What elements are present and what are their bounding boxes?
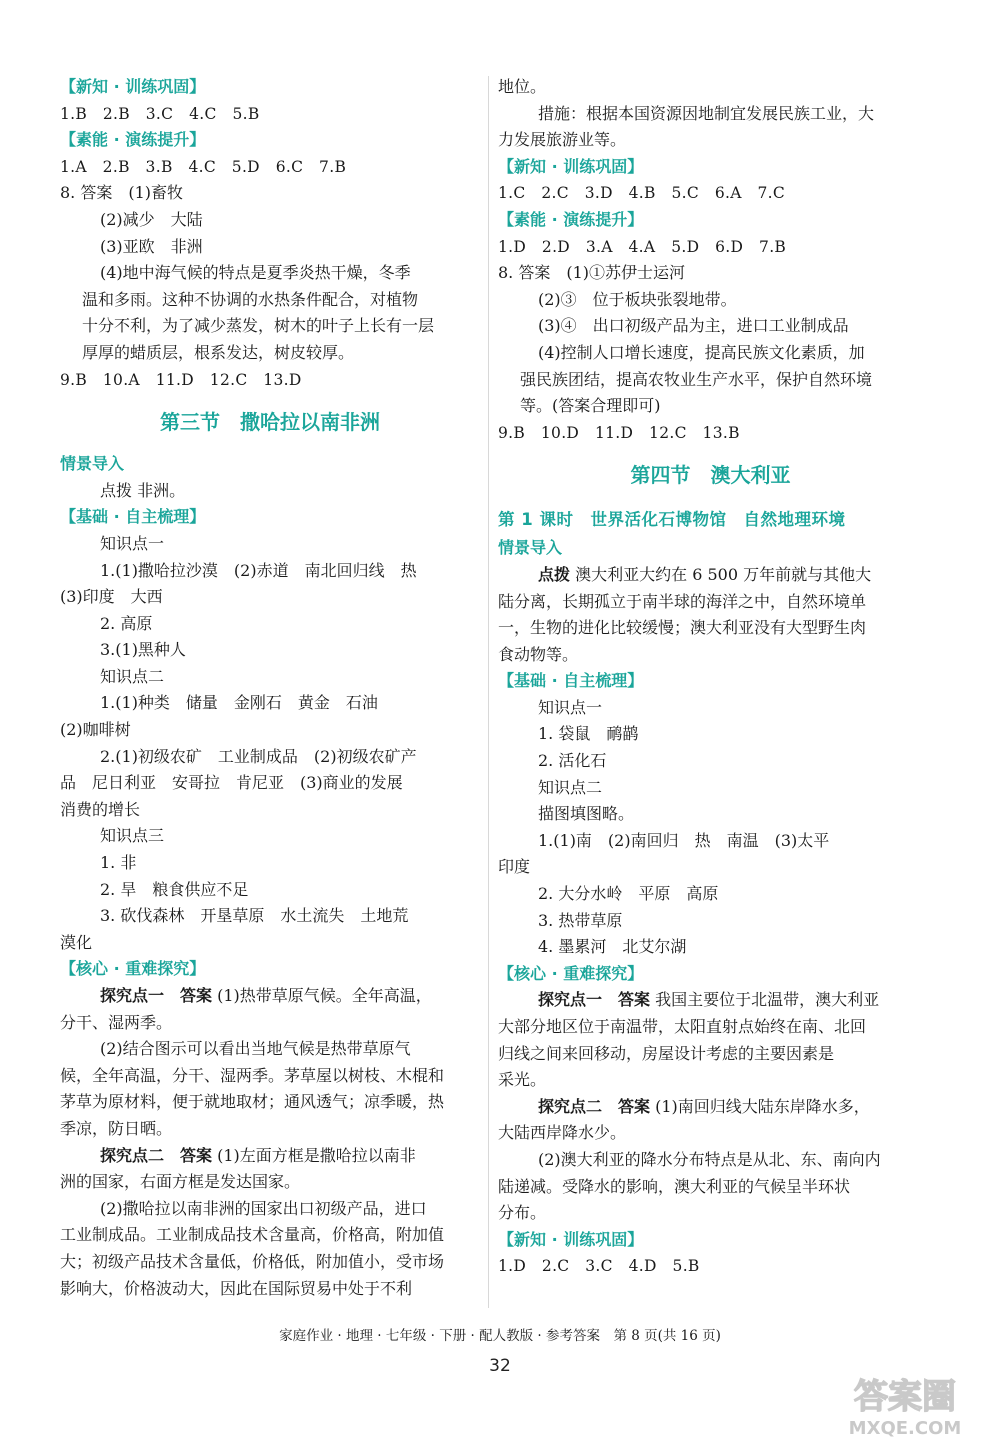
- answer-label: 探究点二 答案: [538, 1096, 651, 1116]
- text-line: 茅草为原材料，便于就地取材；通风透气；凉季暖，热: [60, 1092, 445, 1112]
- text-line: [498, 987, 923, 1014]
- text-line: 陆分离，长期孤立于南半球的海洋之中，自然环境单: [498, 591, 867, 611]
- text-line: 强民族团结，提高农牧业生产水平，保护自然环境: [520, 369, 873, 389]
- section-tag: 【核心 · 重难探究】: [60, 959, 206, 979]
- lesson-title: 第 1 课时 世界活化石博物馆 自然地理环境: [498, 510, 846, 530]
- answer-text: (1)南回归线大陆东岸降水多，: [650, 1096, 870, 1116]
- text-line: 2. 活化石: [538, 751, 607, 771]
- text-line: 1.(1)撒哈拉沙漠 (2)赤道 南北回归线 热: [100, 560, 417, 580]
- text-line: 2.(1)初级农矿 工业制成品 (2)初级农矿产: [100, 746, 417, 766]
- text-line: 知识点一: [100, 533, 165, 553]
- text-line: 知识点三: [100, 826, 165, 846]
- text-line: 采光。: [498, 1070, 547, 1090]
- text-line: 温和多雨。这种不协调的水热条件配合，对植物: [82, 289, 419, 309]
- page-footer: 家庭作业 · 地理 · 七年级 · 下册 · 配人教版 · 参考答案 第 8 页(共 16 页): [279, 1328, 721, 1344]
- text-line: 8. 答案 (1)①苏伊士运河: [498, 263, 686, 283]
- watermark-url: MXQE.COM: [848, 1418, 962, 1439]
- answer-text: 澳大利亚大约在 6 500 万年前就与其他大: [570, 564, 872, 584]
- text-line: (4)地中海气候的特点是夏季炎热干燥，冬季: [100, 263, 411, 283]
- answer-label: 探究点一 答案: [100, 986, 213, 1005]
- text-line: 1. 袋鼠 鸸鹋: [538, 724, 639, 744]
- text-line: 1. 非: [100, 853, 137, 873]
- text-line: 4. 墨累河 北艾尔湖: [538, 937, 687, 957]
- text-line: (2)澳大利亚的降水分布特点是从北、东、南向内: [538, 1149, 881, 1169]
- section-tag: 【基础 · 自主梳理】: [60, 507, 206, 527]
- text-line: 消费的增长: [60, 799, 141, 819]
- text-line: 2. 高原: [100, 613, 153, 633]
- section-tag: 【新知 · 训练巩固】: [498, 1229, 644, 1249]
- text-line: (3)印度 大西: [60, 587, 163, 607]
- answer-line: 1.B 2.B 3.C 4.C 5.B: [60, 104, 260, 123]
- answer-label: 探究点二 答案: [100, 1145, 213, 1165]
- answer-line: 9.B 10.A 11.D 12.C 13.D: [60, 370, 302, 389]
- answer-line: 9.B 10.D 11.D 12.C 13.B: [498, 423, 740, 442]
- answer-text: (1)热带草原气候。全年高温，: [212, 986, 432, 1005]
- page-number: 32: [489, 1356, 511, 1376]
- text-line: 地位。: [498, 77, 547, 96]
- text-line: 影响大，价格波动大，因此在国际贸易中处于不利: [60, 1278, 413, 1298]
- text-line: 2. 大分水岭 平原 高原: [538, 884, 719, 904]
- text-line: 知识点一: [538, 697, 603, 717]
- text-line: 大；初级产品技术含量低，价格低，附加值小，受市场: [60, 1251, 445, 1271]
- text-line: 1.(1)南 (2)南回归 热 南温 (3)太平: [538, 830, 830, 850]
- text-line: (4)控制人口增长速度，提高民族文化素质，加: [538, 342, 865, 362]
- answer-line: 1.D 2.D 3.A 4.A 5.D 6.D 7.B: [498, 237, 787, 256]
- text-line: (2)减少 大陆: [100, 209, 203, 229]
- text-line: 大部分地区位于南温带，太阳直射点始终在南、北回: [498, 1017, 867, 1036]
- text-line: 8. 答案 (1)畜牧: [60, 183, 184, 203]
- section-subheading: 情景导入: [498, 538, 563, 558]
- text-line: 大陆西岸降水少。: [498, 1123, 627, 1143]
- text-line: (2)撒哈拉以南非洲的国家出口初级产品，进口: [100, 1198, 427, 1218]
- answer-line: 1.C 2.C 3.D 4.B 5.C 6.A 7.C: [498, 184, 786, 203]
- watermark-title: 答案圈: [854, 1377, 956, 1417]
- text-line: 漠化: [60, 932, 93, 952]
- text-line: 食动物等。: [498, 644, 579, 664]
- text-line: 知识点二: [100, 666, 165, 686]
- text-line: 等。(答案合理即可): [520, 396, 661, 416]
- text-line: [498, 562, 923, 589]
- text-line: 品 尼日利亚 安哥拉 肯尼亚 (3)商业的发展: [60, 773, 403, 793]
- text-line: 印度: [498, 857, 531, 877]
- text-line: 2. 旱 粮食供应不足: [100, 879, 249, 899]
- text-line: 描图填图略。: [538, 804, 635, 824]
- text-line: 十分不利，为了减少蒸发，树木的叶子上长有一层: [82, 316, 435, 336]
- text-line: 季凉，防日晒。: [60, 1118, 173, 1138]
- text-line: 3.(1)黑种人: [100, 640, 186, 660]
- text-line: (2)③ 位于板块张裂地带。: [538, 289, 737, 309]
- text-line: 3. 热带草原: [538, 910, 623, 930]
- answer-line: 1.D 2.C 3.C 4.D 5.B: [498, 1257, 700, 1276]
- text-line: 1.(1)种类 储量 金刚石 黄金 石油: [100, 693, 378, 713]
- text-line: 3. 砍伐森林 开垦草原 水土流失 土地荒: [100, 906, 409, 926]
- text-line: (3)④ 出口初级产品为主，进口工业制成品: [538, 316, 849, 336]
- text-line: (2)结合图示可以看出当地气候是热带草原气: [100, 1039, 411, 1059]
- text-line: 一，生物的进化比较缓慢；澳大利亚没有大型野生肉: [498, 618, 867, 638]
- section-title: 第四节 澳大利亚: [630, 463, 791, 488]
- answer-line: 1.A 2.B 3.B 4.C 5.D 6.C 7.B: [60, 157, 347, 176]
- answer-label: 探究点一 答案: [538, 990, 651, 1010]
- text-line: 工业制成品。工业制成品技术含量高，价格高，附加值: [60, 1225, 445, 1245]
- text-line: 分布。: [498, 1203, 547, 1223]
- answer-text: (1)左面方框是撒哈拉以南非: [212, 1145, 416, 1165]
- answer-label: 点拨: [538, 564, 571, 584]
- right-column: [498, 74, 923, 1280]
- text-line: [498, 1094, 923, 1121]
- section-title: 第三节 撒哈拉以南非洲: [160, 410, 380, 435]
- section-subheading: 情景导入: [60, 454, 125, 474]
- text-line: 分干、湿两季。: [60, 1012, 173, 1032]
- text-line: 力发展旅游业等。: [498, 130, 627, 150]
- section-tag: 【新知 · 训练巩固】: [60, 77, 206, 96]
- section-tag: 【素能 · 演练提升】: [60, 130, 206, 150]
- watermark-logo: [820, 1368, 990, 1440]
- text-line: 知识点二: [538, 777, 603, 797]
- text-line: 候，全年高温，分干、湿两季。茅草屋以树枝、木棍和: [60, 1065, 445, 1085]
- section-tag: 【素能 · 演练提升】: [498, 209, 644, 229]
- text-line: (3)亚欧 非洲: [100, 236, 203, 256]
- text-line: (2)咖啡树: [60, 720, 131, 740]
- section-tag: 【核心 · 重难探究】: [498, 963, 644, 983]
- answer-text: 我国主要位于北温带，澳大利亚: [650, 990, 880, 1010]
- text-line: 点拨 非洲。: [100, 480, 186, 500]
- text-line: 归线之间来回移动，房屋设计考虑的主要因素是: [498, 1043, 835, 1063]
- section-tag: 【基础 · 自主梳理】: [498, 671, 644, 691]
- text-line: [60, 983, 480, 1010]
- section-tag: 【新知 · 训练巩固】: [498, 156, 644, 176]
- text-line: 洲的国家，右面方框是发达国家。: [60, 1172, 301, 1192]
- text-line: 陆递减。受降水的影响，澳大利亚的气候呈半环状: [498, 1176, 851, 1196]
- column-divider: [488, 76, 489, 1308]
- text-line: 措施：根据本国资源因地制宜发展民族工业，大: [538, 103, 875, 123]
- left-column: [60, 74, 480, 1302]
- text-line: [60, 1143, 480, 1170]
- text-line: 厚厚的蜡质层，根系发达，树皮较厚。: [82, 342, 355, 362]
